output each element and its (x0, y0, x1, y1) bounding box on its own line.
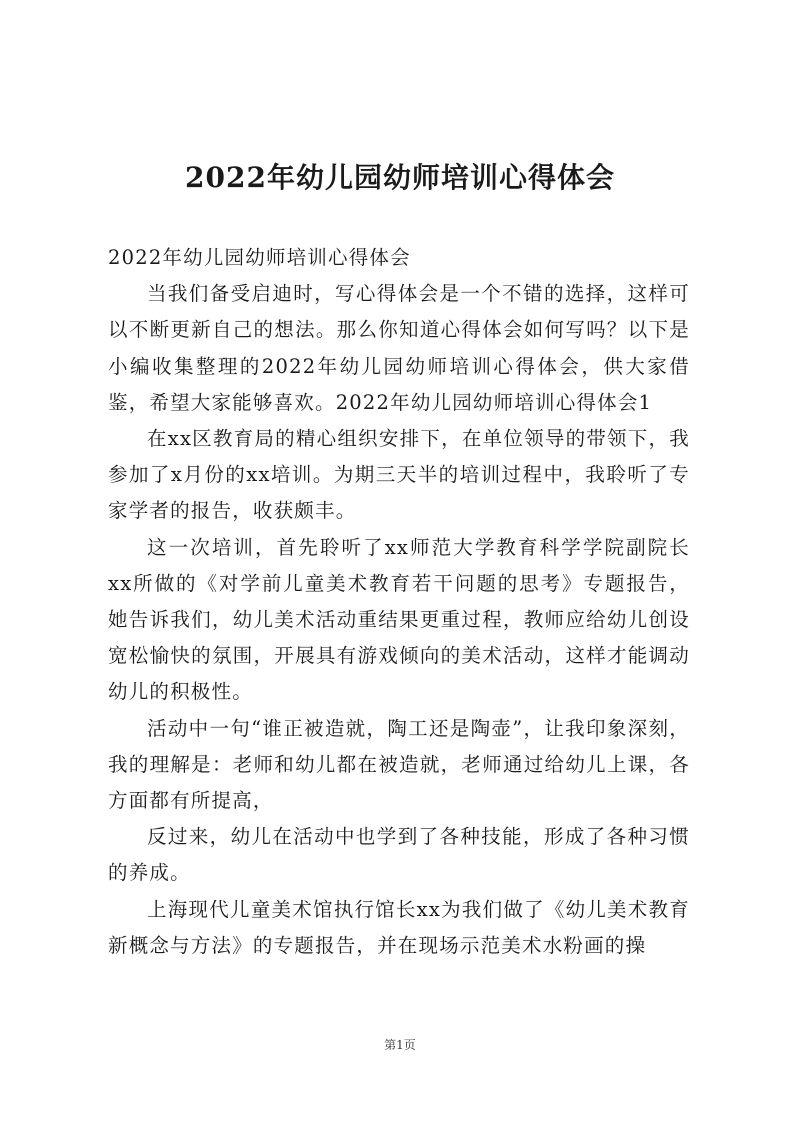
page-number: 第1页 (384, 1038, 416, 1052)
paragraph-heading: 2022年幼儿园幼师培训心得体会 (108, 246, 411, 269)
paragraph: 活动中一句“谁正被造就，陶工还是陶壶”，让我印象深刻，我的理解是：老师和幼儿都在被造就，老师通过给幼儿上课，各方面都有所提高， (108, 716, 690, 813)
paragraph: 反过来，幼儿在活动中也学到了各种技能，形成了各种习惯的养成。 (108, 825, 690, 885)
document-body (108, 240, 690, 964)
document-title: 2022年幼儿园幼师培训心得体会 (185, 161, 615, 194)
paragraph: 在xx区教育局的精心组织安排下，在单位领导的带领下，我参加了x月份的xx培训。为期三天半的培训过程中，我聆听了专家学者的报告，收获颇丰。 (108, 427, 690, 523)
paragraph: 这一次培训，首先聆听了xx师范大学教育科学学院副院长xx所做的《对学前儿童美术教育若干问题的思考》专题报告，她告诉我们，幼儿美术活动重结果更重过程，教师应给幼儿创设宽松愉快的氛围，开展具有游戏倾向的美术活动，这样才能调动幼儿的积极性。 (108, 535, 690, 704)
paragraph: 上海现代儿童美术馆执行馆长xx为我们做了《幼儿美术教育新概念与方法》的专题报告，并在现场示范美术水粉画的操 (108, 897, 690, 957)
paragraph: 当我们备受启迪时，写心得体会是一个不错的选择，这样可以不断更新自己的想法。那么你知道心得体会如何写吗？以下是小编收集整理的2022年幼儿园幼师培训心得体会，供大家借鉴，希望大家能够喜欢。2022年幼儿园幼师培训心得体会1 (108, 282, 690, 414)
